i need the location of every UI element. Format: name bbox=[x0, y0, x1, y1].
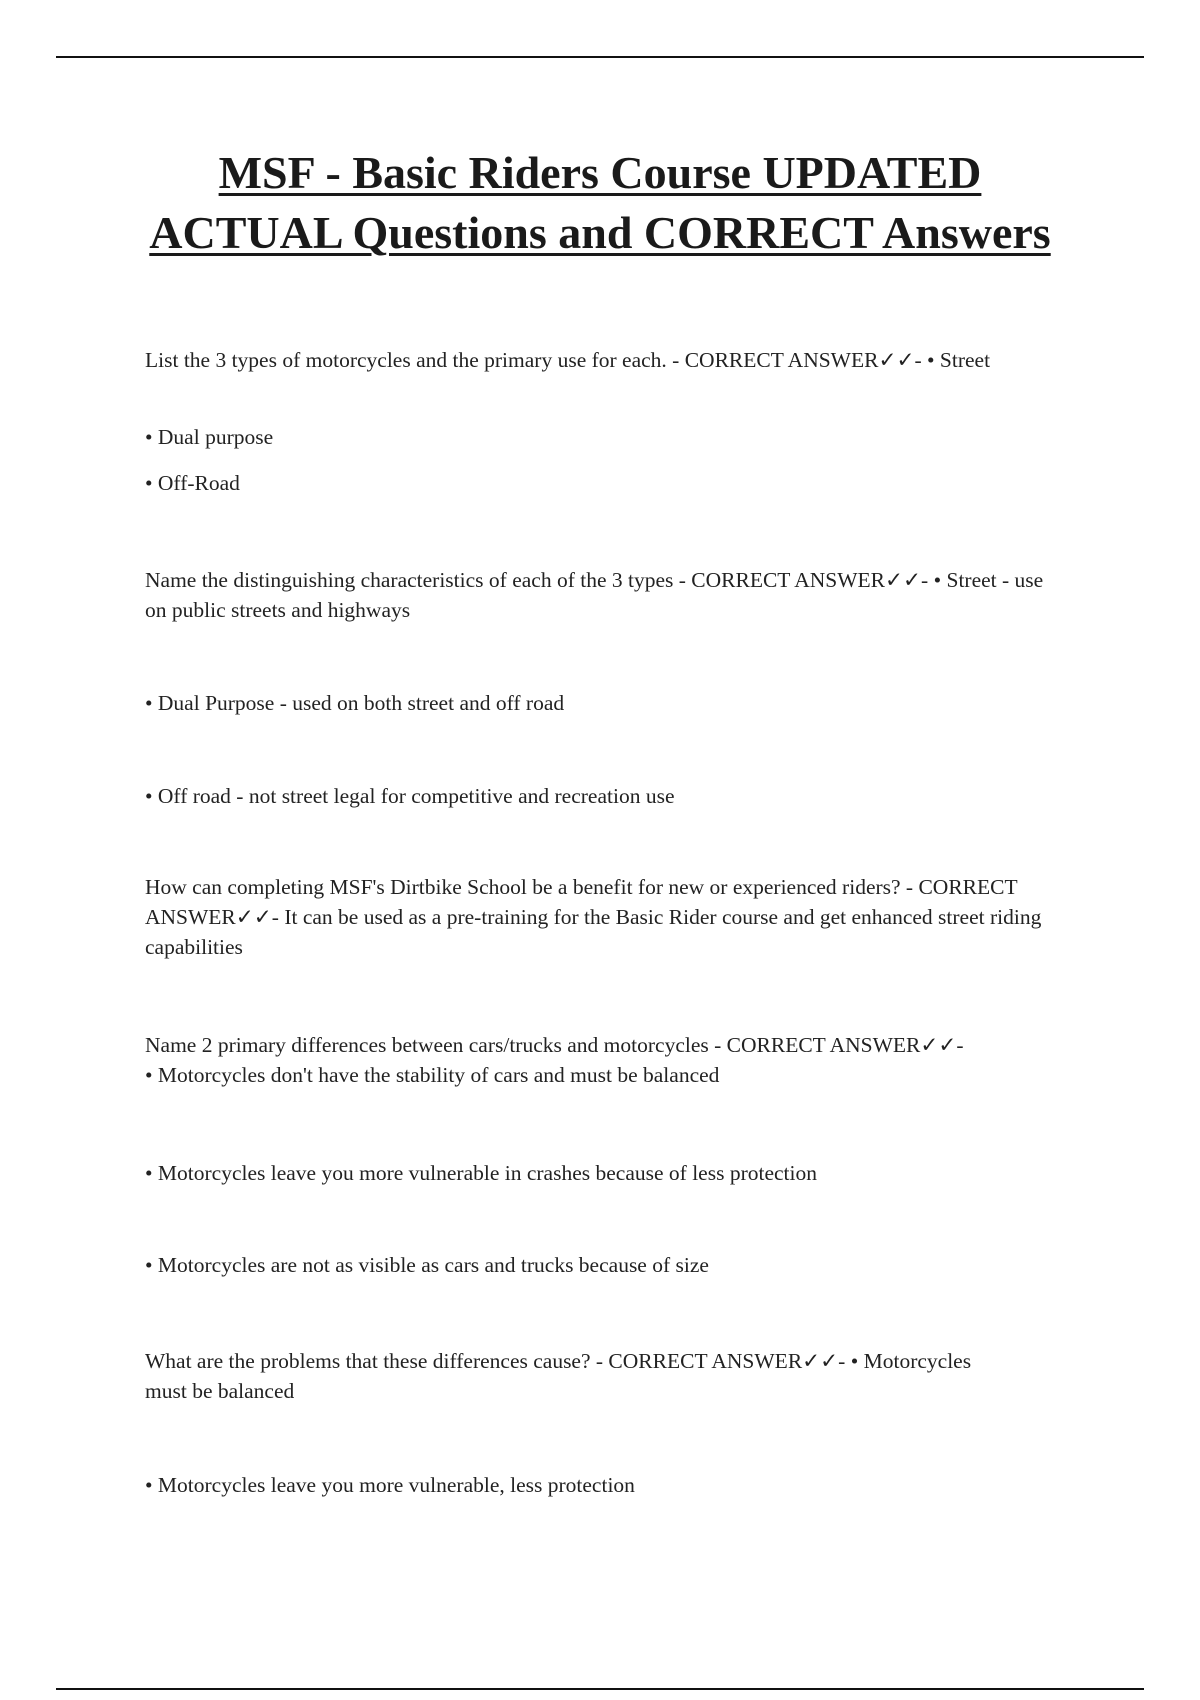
question-4: Name 2 primary differences between cars/trucks and motorcycles - CORRECT ANSWER✓✓- • Motorcycles don't have the stability of cars and must be balanced bbox=[145, 1033, 964, 1087]
question-3: How can completing MSF's Dirtbike School be a benefit for new or experienced riders? - CORRECT ANSWER✓✓- It can be used as a pre-training for the Basic Rider course and get enhanced street riding capabilities bbox=[145, 875, 1042, 959]
answer-item: • Off-Road bbox=[145, 471, 240, 495]
answer-item: • Dual Purpose - used on both street and off road bbox=[145, 691, 565, 715]
document-title: MSF - Basic Riders Course UPDATED ACTUAL Questions and CORRECT Answers bbox=[149, 147, 1051, 258]
answer-item: • Dual purpose bbox=[145, 425, 274, 449]
top-rule bbox=[56, 56, 1144, 58]
answer-item: • Motorcycles leave you more vulnerable, less protection bbox=[145, 1473, 635, 1497]
question-1: List the 3 types of motorcycles and the primary use for each. - CORRECT ANSWER✓✓- • Street bbox=[145, 348, 991, 372]
answer-item: • Motorcycles are not as visible as cars and trucks because of size bbox=[145, 1253, 709, 1277]
bottom-rule bbox=[56, 1688, 1144, 1690]
question-5: What are the problems that these differences cause? - CORRECT ANSWER✓✓- • Motorcycles must be balanced bbox=[145, 1349, 972, 1403]
question-2: Name the distinguishing characteristics of each of the 3 types - CORRECT ANSWER✓✓- • Street - use on public streets and highways bbox=[145, 568, 1044, 622]
answer-item: • Motorcycles leave you more vulnerable in crashes because of less protection bbox=[145, 1161, 817, 1185]
answer-item: • Off road - not street legal for competitive and recreation use bbox=[145, 784, 675, 808]
